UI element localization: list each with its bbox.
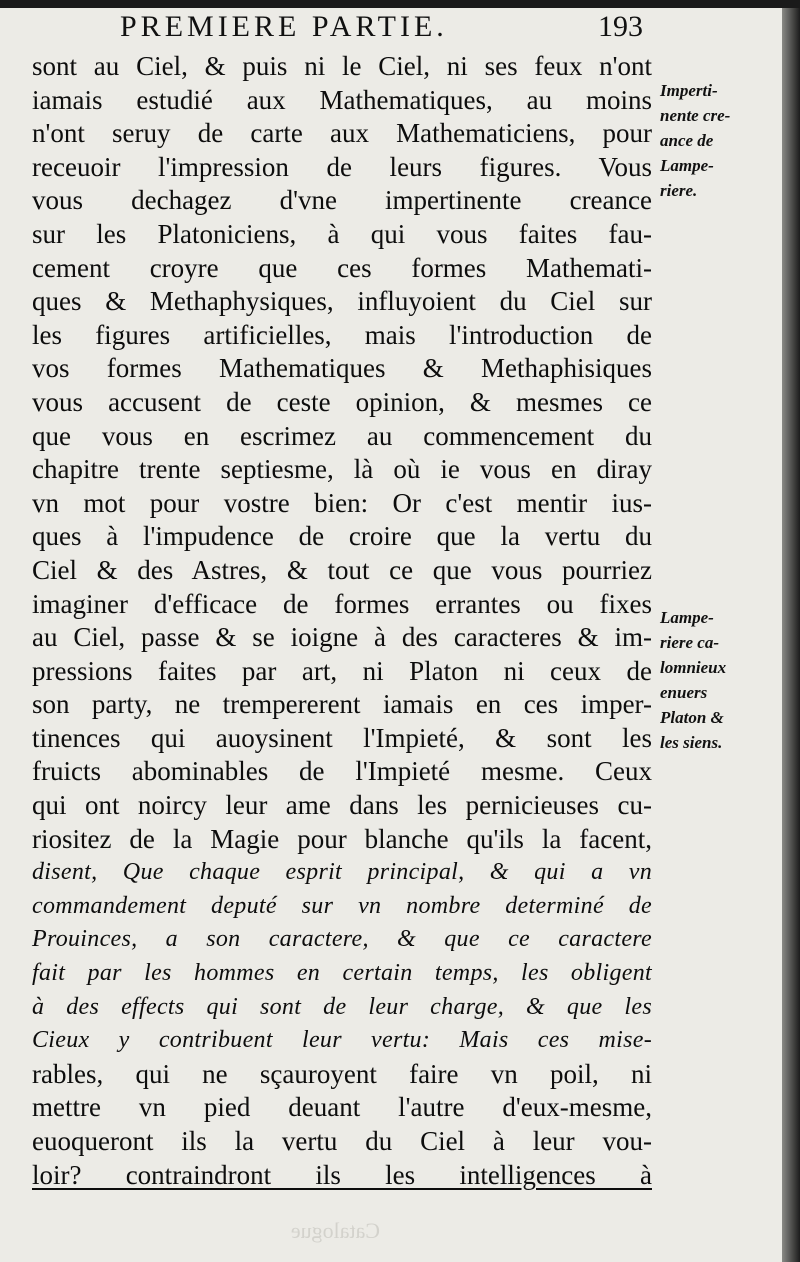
margin-note-impertinente-creance [660, 78, 780, 203]
page-header [0, 10, 782, 50]
text-line: riositez de la Magie pour blanche qu'ils la facent, [32, 823, 652, 854]
text-line: les figures artificielles, mais l'introduction de [32, 319, 652, 350]
text-line: tinences qui auoysinent l'Impieté, & sont les [32, 722, 652, 753]
margin-note-line: Lampe- [660, 608, 714, 627]
text-line: fait par les hommes en certain temps, les obligent [32, 960, 652, 987]
margin-note-line: les siens. [660, 733, 723, 752]
text-line: rables, qui ne sçauroyent faire vn poil, ni [32, 1058, 652, 1089]
margin-note-line: ance de [660, 131, 714, 150]
margin-note-line: nente cre- [660, 106, 731, 125]
text-line: iamais estudié aux Mathematiques, au moins [32, 84, 652, 115]
bleed-through-text: Catalogue [290, 1218, 380, 1243]
text-line: Ciel & des Astres, & tout ce que vous pourriez [32, 554, 652, 585]
text-line: commandement deputé sur vn nombre determiné de [32, 892, 652, 919]
text-line: loir? contraindront ils les intelligences à [32, 1159, 652, 1190]
text-line: vos formes Mathematiques & Methaphisiques [32, 353, 652, 384]
margin-note-line: Lampe- [660, 156, 714, 175]
text-line: à des effects qui sont de leur charge, & que les [32, 993, 652, 1020]
text-line: Prouinces, a son caractere, & que ce caractere [32, 926, 652, 953]
text-line: ques & Methaphysiques, influyoient du Ciel sur [32, 286, 652, 317]
text-line: vous dechagez d'vne impertinente creance [32, 185, 652, 216]
page-number: 193 [598, 10, 643, 43]
margin-note-line: riere ca- [660, 633, 720, 652]
text-line: sont au Ciel, & puis ni le Ciel, ni ses feux n'ont [32, 51, 652, 81]
text-line: qui ont noircy leur ame dans les pernicieuses cu- [32, 790, 652, 821]
text-line: sur les Platoniciens, à qui vous faites fau- [32, 218, 652, 249]
text-line: Cieux y contribuent leur vertu: Mais ces mise- [32, 1027, 652, 1054]
running-title: PREMIERE PARTIE. [120, 10, 448, 43]
margin-note-line: riere. [660, 181, 698, 200]
page-edge-shadow [782, 0, 800, 1262]
text-line: imaginer d'efficace de formes errantes ou fixes [32, 588, 652, 619]
text-line: euoqueront ils la vertu du Ciel à leur vou- [32, 1126, 652, 1156]
margin-note-line: Imperti- [660, 81, 718, 100]
text-line: vous accusent de ceste opinion, & mesmes ce [32, 386, 652, 417]
text-line: n'ont seruy de carte aux Mathematiciens, pour [32, 118, 652, 149]
margin-note-line: lomnieux [660, 658, 727, 677]
text-line: fruicts abominables de l'Impieté mesme. Ceux [32, 756, 652, 787]
text-line: mettre vn pied deuant l'autre d'eux-mesme, [32, 1092, 652, 1123]
text-line: disent, Que chaque esprit principal, & qui a vn [32, 859, 652, 886]
text-line: cement croyre que ces formes Mathemati- [32, 252, 652, 283]
scan-top-border [0, 0, 800, 8]
text-line: au Ciel, passe & se ioigne à des caracteres & im- [32, 622, 652, 653]
text-line: vn mot pour vostre bien: Or c'est mentir ius- [32, 487, 652, 518]
main-text-block [32, 50, 652, 1192]
text-line: ques à l'impudence de croire que la vertu du [32, 521, 652, 552]
text-line: son party, ne trempererent iamais en ces imper- [32, 689, 652, 720]
text-line: pressions faites par art, ni Platon ni ceux de [32, 655, 652, 686]
text-line: receuoir l'impression de leurs figures. Vous [32, 151, 652, 182]
text-line: que vous en escrimez au commencement du [32, 420, 652, 451]
text-line: chapitre trente septiesme, là où ie vous en diray [32, 454, 652, 485]
margin-note-line: Platon & [660, 708, 724, 727]
margin-note-lampe-riere-calomnieux [660, 605, 780, 755]
margin-note-line: enuers [660, 683, 708, 702]
